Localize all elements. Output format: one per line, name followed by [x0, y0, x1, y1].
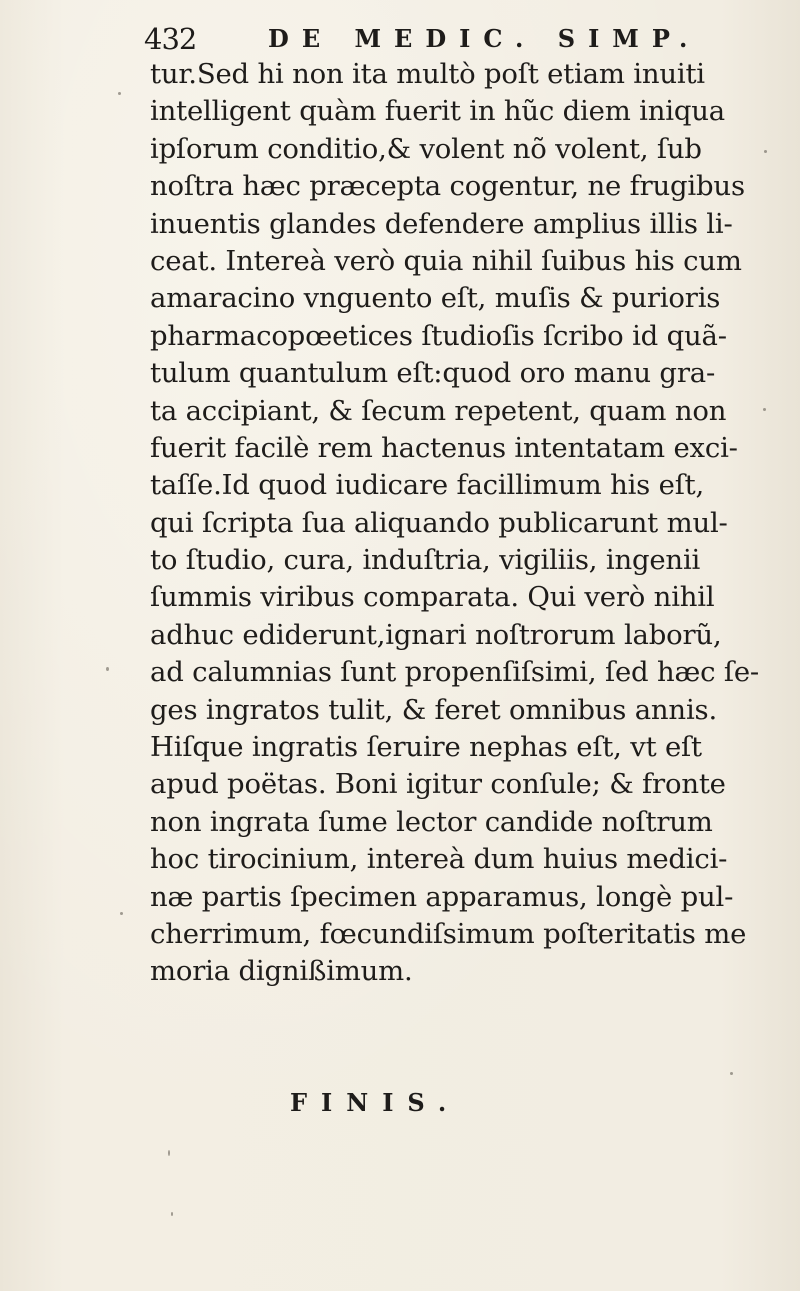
text-line: amaracino vnguento eſt, muſis & purioris	[150, 282, 721, 315]
text-line: ipſorum conditio,& volent nõ volent, ſub	[150, 132, 702, 165]
text-line: inuentis glandes defendere amplius illis li-	[150, 207, 733, 240]
paper-speck	[106, 667, 109, 671]
text-line: pharmacopœetices ſtudioſis ſcribo id quã-	[150, 319, 727, 352]
text-line: to ſtudio, cura, induſtria, vigiliis, ingenii	[150, 544, 701, 577]
text-line: qui ſcripta ſua aliquando publicarunt mul-	[150, 506, 728, 539]
paper-speck	[118, 92, 121, 95]
text-line: ſummis viribus comparata. Qui verò nihil	[150, 581, 715, 614]
running-head: DE MEDIC. SIMP.	[268, 24, 701, 53]
text-line: moria dignißimum.	[150, 955, 413, 988]
text-line: ta accipiant, & ſecum repetent, quam non	[150, 394, 727, 427]
text-line: adhuc ediderunt,ignari noſtrorum laborũ,	[150, 618, 722, 651]
page-number: 432	[144, 22, 197, 56]
paper-speck	[171, 1212, 173, 1216]
paper-speck	[120, 912, 123, 915]
text-line: non ingrata ſume lector candide noſtrum	[150, 805, 713, 838]
text-line: ad calumnias ſunt propenſiſsimi, ſed hæc ſe-	[150, 656, 760, 689]
paper-speck	[168, 1150, 170, 1156]
text-line: tur.Sed hi non ita multò poſt etiam inuiti	[150, 58, 705, 90]
text-line: apud poëtas. Boni igitur conſule; & fronte	[150, 768, 726, 801]
text-line: fuerit facilè rem hactenus intentatam exci-	[150, 431, 738, 464]
text-line: tulum quantulum eſt:quod oro manu gra-	[150, 357, 716, 390]
text-line: hoc tirocinium, intereà dum huius medici-	[150, 843, 728, 876]
text-line: næ partis ſpecimen apparamus, longè pul-	[150, 880, 734, 913]
paper-speck	[764, 150, 767, 153]
text-line: cherrimum, fœcundiſsimum poſteritatis me	[150, 917, 747, 950]
text-line: noſtra hæc præcepta cogentur, ne frugibus	[150, 170, 745, 203]
text-line: ceat. Intereà verò quia nihil ſuibus his cum	[150, 244, 742, 277]
text-line: ges ingratos tulit, & feret omnibus annis.	[150, 693, 717, 726]
text-line: Hiſque ingratis ſeruire nephas eſt, vt eſt	[150, 731, 702, 764]
finis-colophon: FINIS.	[290, 1088, 461, 1117]
paper-speck	[730, 1072, 733, 1075]
text-line: taſſe.Id quod iudicare facillimum his eſt,	[150, 469, 705, 502]
paper-speck	[763, 408, 766, 411]
text-line: intelligent quàm fuerit in hũc diem iniqua	[150, 95, 725, 128]
body-text	[150, 56, 790, 991]
